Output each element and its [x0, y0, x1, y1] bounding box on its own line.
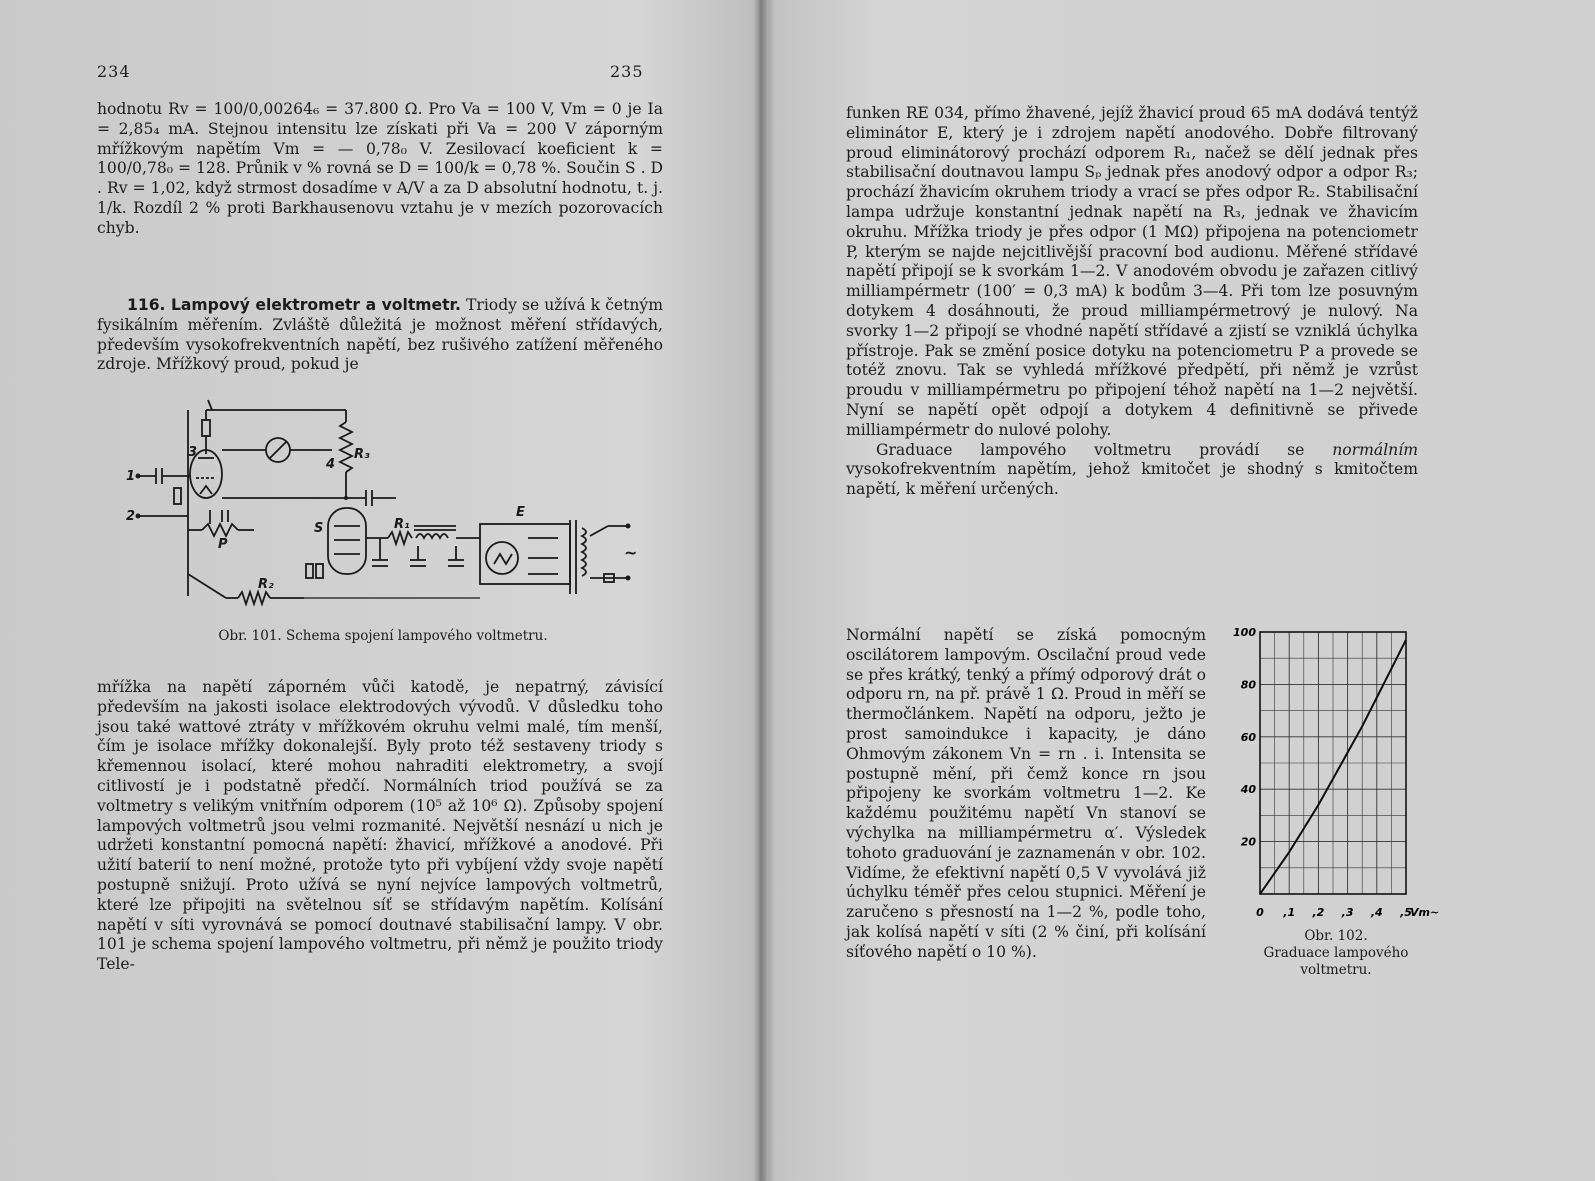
- circuit-diagram: [118, 398, 648, 618]
- figure-102-caption-line1: Obr. 102.: [1304, 928, 1368, 944]
- circuit-svg: [118, 398, 648, 618]
- wire-bottom-diag: [188, 574, 226, 598]
- left-para-2-text: Triody se užívá k četným fysikálním měřením. Zvláště důležitá je možnost měření střídavých, především vysokofrekventních napětí, bez rušivého zatížení měřeného zdroje. Mřížkový proud, pokud je: [97, 296, 663, 374]
- label-e: E: [516, 505, 525, 520]
- y-tick-label: 100: [1233, 626, 1256, 639]
- triode-filament: [200, 486, 212, 494]
- mains-switch: [590, 526, 608, 536]
- right-para-2: [846, 441, 1418, 500]
- label-terminal-3: 3: [188, 445, 198, 460]
- right-para-3: [846, 626, 1206, 963]
- left-para-1-text: hodnotu Rv = 100/0,00264₆ = 37.800 Ω. Pro Va = 100 V, Vm = 0 je Ia = 2,85₄ mA. Stejnou intensitu lze získati při Va = 200 V záporným mřížkovým napětím Vm = — 0,78₀ V. Zesilovací koeficient k = 100/0,78₀ = 128. Průnik v % rovná se D = 100/k = 0,78 %. Součin S . D . Rv = 1,02, když strmost dosadíme v A/V a za D absolutní hodnotu, t. j. 1/k. Rozdíl 2 % proti Barkhausenovu vztahu je v mezích pozorovacích chyb.: [97, 100, 663, 237]
- y-tick-label: 80: [1240, 678, 1256, 692]
- right-page: [610, 0, 1595, 1181]
- potentiometer-arrow-top: [208, 400, 212, 410]
- left-para-3-text: mřížka na napětí záporném vůči katodě, je nepatrný, závisící především na jakosti isolace elektrodových vývodů. V důsledku toho jsou také wattové ztráty v mřížkovém okruhu velmi malé, tím menší, čím je isolace mřížky dokonalejší. Byly proto též sestaveny triody s křemennou isolací, které mohou nahraditi elektrometry, a svojí citlivostí je i podstatně předčí. Normálních triod používá se za voltmetry s velikým vnitřním odporem (10⁵ až 10⁶ Ω). Způsoby spojení lampových voltmetrů jsou velmi rozmanité. Největší nesnází u nich je udržeti konstantní pomocná napětí: žhavicí, mřížkové a anodové. Při užití baterií to není možné, protože tyto při vybíjení vždy svoje napětí postupně snižují. Proto užívá se nyní nejvíce lampových voltmetrů, které lze připojiti na světelnou síť se střídavým napětím. Kolísání napětí v síti vyrovnává se pomocí doutnavé stabilisační lampy. V obr. 101 je schema spojení lampového voltmetru, při němž je použito triody Tele-: [97, 678, 663, 974]
- y-tick-label: 20: [1240, 835, 1256, 849]
- left-section-116: [97, 296, 663, 375]
- graduation-chart: [1220, 604, 1440, 934]
- terminal-2-dot: [136, 514, 141, 519]
- book-gutter: [754, 0, 768, 1181]
- x-tick-label: ,5: [1400, 906, 1412, 919]
- right-para-1-text: funken RE 034, přímo žhavené, jejíž žhavicí proud 65 mA dodává tentýž eliminátor E, který je i zdrojem napětí anodového. Dobře filtrovaný proud eliminátorový prochází odporem R₁, načež se dělí jednak přes stabilisační doutnavou lampu Sₚ jednak přes anodový odpor a odpor R₃; prochází žhavicím okruhem triody a vrací se přes odpor R₂. Stabilisační lampa udržuje konstantní jednak napětí na R₃, jednak ve žhavicím okruhu. Mřížka triody je přes odpor (1 MΩ) připojena na potenciometr P, kterým se najde nejcitlivější pracovní bod audionu. Měřené střídavé napětí připojí se k svorkám 1—2. V anodovém obvodu je zařazen citlivý milliampérmetr (100′ = 0,3 mA) k bodům 3—4. Při tom lze posuvným dotykem 4 dosáhnouti, že proud milliampérmetrový je nulový. Na svorky 1—2 připojí se vhodné napětí střídavé a zjistí se vzniklá úchylka přístroje. Pak se změní posice dotyku na potenciometru P a provede se totéž znovu. Tak se vyhledá mřížkové předpětí, při němž je vzrůst proudu v milliampérmetru po připojení téhož napětí na 1—2 největší. Nyní se napětí opět odpojí a dotykem 4 definitivně se přivede milliampérmetr do nulové polohy.: [846, 104, 1418, 439]
- left-para-2: [97, 296, 663, 375]
- figure-102-caption-line3: voltmetru.: [1300, 962, 1372, 978]
- figure-102-caption-line2: Graduace lampového: [1263, 945, 1409, 961]
- right-page-number: 235: [610, 62, 644, 81]
- label-terminal-4: 4: [326, 457, 336, 472]
- figure-102-caption: [1242, 928, 1430, 979]
- stab-resistor-b: [316, 564, 323, 578]
- mains-terminal-b: [626, 576, 631, 581]
- x-tick-label: ,4: [1370, 906, 1383, 919]
- x-tick-label: 0: [1256, 906, 1264, 919]
- terminal-1-dot: [136, 474, 141, 479]
- right-para-1: [846, 104, 1418, 500]
- left-page: [0, 0, 754, 1181]
- rectifier-filament: [494, 554, 512, 564]
- stab-resistor-a: [306, 564, 313, 578]
- x-axis-label: Vm~: [1410, 906, 1440, 919]
- mains-terminal-a: [626, 524, 631, 529]
- choke-coil: [416, 534, 448, 538]
- right-para-3-text: Normální napětí se získá pomocným oscilátorem lampovým. Oscilační proud vede se přes krátký, tenký a přímý odporový drát o odporu rn, na př. právě 1 Ω. Proud in měří se thermočlánkem. Napětí na odporu, ježto je prost samoindukce i kapacity, je dáno Ohmovým zákonem Vn = rn . i. Intensita se postupně mění, při čemž konce rn jsou připojeny ke svorkám voltmetru 1—2. Ke každému použitému napětí Vn stanoví se výchylka na milliampérmetru α′. Výsledek tohoto graduování je zaznamenán v obr. 102. Vidíme, že efektivní napětí 0,5 V vyvolává již úchylku téměř přes celou stupnici. Měření je zaručeno s přesností na 1—2 %, podle toho, jak kolísá napětí v síti (2 % činí, při kolísání síťového napětí o 10 %).: [846, 626, 1206, 961]
- label-r1: R₁: [394, 517, 410, 532]
- resistor-r1: [388, 532, 412, 544]
- stabilizer-tube: [328, 508, 366, 574]
- y-tick-label: 60: [1240, 730, 1256, 744]
- chart-svg: [1220, 604, 1440, 934]
- left-para-1: [97, 100, 663, 239]
- left-para-3: [97, 678, 663, 975]
- resistor-r2: [238, 592, 270, 604]
- y-tick-label: 40: [1240, 783, 1256, 797]
- grid-leak-resistor: [174, 488, 181, 504]
- label-s: S: [314, 521, 324, 536]
- milliammeter-needle: [270, 442, 286, 458]
- label-ac: ~: [624, 543, 638, 562]
- figure-101-caption: Obr. 101. Schema spojení lampového voltmetru.: [218, 628, 548, 644]
- x-tick-label: ,3: [1341, 906, 1354, 919]
- label-r2: R₂: [258, 577, 274, 592]
- resistor-grid: [202, 420, 210, 436]
- resistor-r3: [340, 422, 352, 472]
- right-para-2-cont: vysokofrekventním napětím, jehož kmitočet je shodný s kmitočtem napětí, k měření určených.: [846, 460, 1418, 499]
- transformer-primary: [582, 528, 586, 576]
- potentiometer-p: [202, 524, 238, 536]
- label-p: P: [218, 537, 228, 552]
- x-tick-label: ,1: [1283, 906, 1296, 919]
- section-heading: 116. Lampový elektrometr a voltmetr.: [127, 296, 461, 314]
- right-para-2-start: Graduace lampového voltmetru provádí se: [876, 440, 1333, 459]
- x-tick-label: ,2: [1312, 906, 1325, 919]
- label-terminal-2: 2: [126, 509, 136, 524]
- eliminator-box: [480, 524, 570, 584]
- label-r3: R₃: [354, 447, 370, 462]
- left-page-number: 234: [97, 62, 131, 81]
- right-para-2-italic: normálním: [1332, 440, 1418, 459]
- label-terminal-1: 1: [126, 469, 136, 484]
- node-r3: [344, 496, 348, 500]
